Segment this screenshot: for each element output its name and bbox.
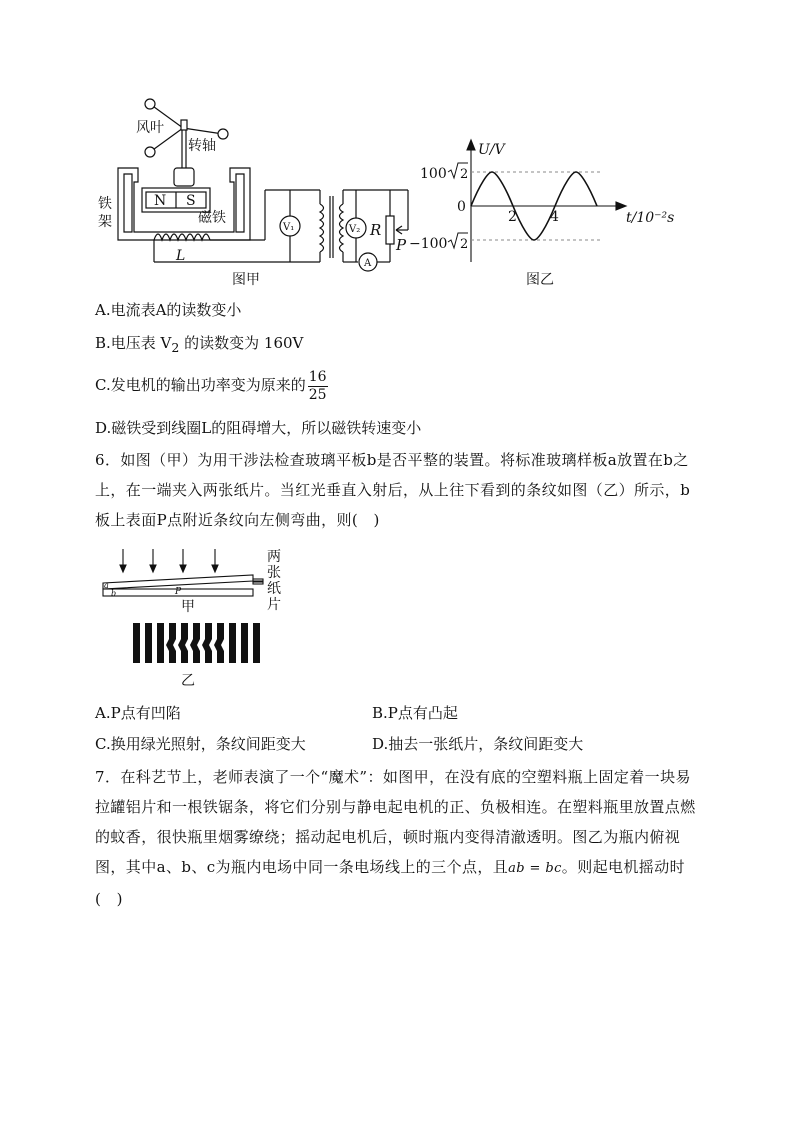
label-plate-a: a bbox=[104, 581, 109, 590]
label-v1: V₁ bbox=[283, 222, 295, 233]
label-magnet-n: N bbox=[154, 193, 167, 209]
label-r: R bbox=[370, 221, 382, 239]
figure-interference bbox=[95, 545, 295, 690]
graph-ylabel: U/V bbox=[478, 142, 505, 158]
q7-tail: 。则起电机摇动时( ) bbox=[95, 858, 685, 908]
label-paper-1: 两 bbox=[267, 549, 281, 565]
q6-stem: 6．如图（甲）为用干涉法检查玻璃平板b是否平整的装置。将标准玻璃样板a放置在b之上，在一端夹入两张纸片。当红光垂直入射后，从上往下看到的条纹如图（乙）所示，b板上表面P点附近条纹向左侧弯曲，则( ) bbox=[95, 451, 691, 529]
graph-tick-pos-value: 100 bbox=[420, 166, 447, 182]
q5-option-c-prefix: C.发电机的输出功率变为原来的 bbox=[95, 376, 306, 394]
q7-stem bbox=[95, 762, 700, 914]
caption-figure-jia: 图甲 bbox=[232, 272, 260, 288]
sqrt-arg-pos: 2 bbox=[460, 167, 469, 182]
q6-option-c: C.换用绿光照射，条纹间距变大 bbox=[95, 735, 306, 753]
q5-option-a: A.电流表A的读数变小 bbox=[95, 301, 242, 319]
label-magnet-s: S bbox=[186, 193, 196, 209]
q5-option-d: D.磁铁受到线圈L的阻碍增大，所以磁铁转速变小 bbox=[95, 419, 422, 437]
graph-xtick-4: 4 bbox=[550, 209, 559, 225]
fringe-stripe bbox=[166, 623, 176, 663]
label-zhuanzhou: 转轴 bbox=[188, 138, 216, 154]
graph-tick-neg-value: −100 bbox=[409, 236, 448, 252]
figure-generator-and-graph bbox=[90, 92, 690, 292]
label-jia: 架 bbox=[98, 214, 112, 230]
q7-formula: ab = bc bbox=[508, 861, 562, 876]
label-point-p: P bbox=[175, 587, 182, 597]
fraction-denominator: 25 bbox=[308, 386, 327, 403]
label-paper-3: 纸 bbox=[267, 581, 281, 597]
interference-fringes bbox=[133, 623, 260, 663]
graph-xlabel: t/10⁻²s bbox=[626, 210, 675, 226]
fringe-stripe bbox=[241, 623, 248, 663]
label-fengye: 风叶 bbox=[136, 120, 164, 136]
q6-option-d: D.抽去一张纸片，条纹间距变大 bbox=[372, 735, 584, 753]
q6-option-a: A.P点有凹陷 bbox=[95, 704, 181, 722]
q5-option-b-prefix: B.电压表 V bbox=[95, 334, 172, 352]
label-citie: 磁铁 bbox=[198, 210, 226, 226]
caption-figure-yi: 图乙 bbox=[526, 272, 554, 288]
fringe-stripe bbox=[202, 623, 212, 663]
fringe-stripe bbox=[145, 623, 152, 663]
fringe-stripe bbox=[253, 623, 260, 663]
label-v2: V₂ bbox=[349, 224, 361, 235]
label-paper-4: 片 bbox=[267, 597, 281, 613]
caption-interference-jia: 甲 bbox=[181, 599, 195, 615]
fringe-stripe bbox=[190, 623, 200, 663]
graph-xtick-2: 2 bbox=[508, 209, 517, 225]
q5-option-b bbox=[95, 333, 303, 358]
graph-origin: 0 bbox=[457, 199, 466, 215]
label-coil-l: L bbox=[176, 248, 186, 264]
q6-option-b: B.P点有凸起 bbox=[372, 704, 458, 722]
label-ammeter-a: A bbox=[364, 258, 372, 269]
fringe-stripe bbox=[157, 623, 164, 663]
fringe-stripe bbox=[229, 623, 236, 663]
label-tie: 铁 bbox=[98, 196, 112, 212]
label-plate-b: b bbox=[111, 589, 117, 598]
sqrt-arg-neg: 2 bbox=[460, 237, 469, 252]
label-p: P bbox=[396, 236, 407, 254]
q5-option-b-suffix: 的读数变为 160V bbox=[179, 334, 304, 352]
fraction-numerator: 16 bbox=[308, 368, 327, 385]
fringe-stripe bbox=[133, 623, 140, 663]
q5-option-b-subscript: 2 bbox=[171, 340, 180, 355]
label-paper-2: 张 bbox=[267, 565, 281, 581]
q5-option-c bbox=[95, 368, 328, 404]
fringe-stripe bbox=[214, 623, 224, 663]
fringe-stripe bbox=[178, 623, 188, 663]
q7-stem-text: 7．在科艺节上，老师表演了一个“魔术”：如图甲，在没有底的空塑料瓶上固定着一块易拉罐铝片和一根铁锯条，将它们分别与静电起电机的正、负极相连。在塑料瓶里放置点燃的蚊香，很快瓶里烟雾缭绕；摇动起电机后，顿时瓶内变得清澈透明。图乙为瓶内俯视图，其中a、b、c为瓶内电场中同一条电场线上的三个点，且 bbox=[95, 768, 696, 876]
q5-option-c-fraction bbox=[308, 369, 328, 404]
caption-interference-yi: 乙 bbox=[181, 673, 195, 689]
